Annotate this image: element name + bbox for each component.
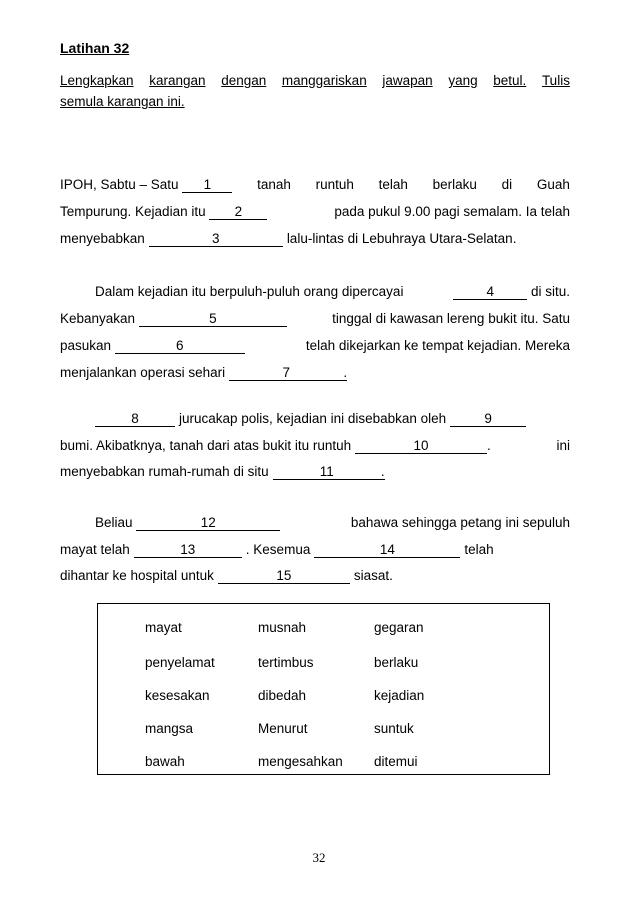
para1-line2: Tempurung. Kejadian itu 2 pada pukul 9.00 pagi semalam. Ia telah bbox=[60, 204, 570, 219]
para2-line3: pasukan 6 telah dikejarkan ke tempat kejadian. Mereka bbox=[60, 338, 570, 353]
para2-line1: Dalam kejadian itu berpuluh-puluh orang dipercayai 4 di situ. bbox=[95, 284, 570, 299]
para2-line2: Kebanyakan 5 tinggal di kawasan lereng bukit itu. Satu bbox=[60, 311, 570, 326]
para2-line4: menjalankan operasi sehari 7 . bbox=[60, 365, 348, 380]
answer-blank-14[interactable]: 14 bbox=[314, 543, 460, 558]
para1-line3: menyebabkan 3 lalu-lintas di Lebuhraya Utara-Selatan. bbox=[60, 231, 517, 246]
word-bank-item[interactable]: berlaku bbox=[374, 655, 419, 670]
para1-word: runtuh bbox=[315, 177, 354, 192]
para1-text: IPOH, Sabtu – Satu 1 bbox=[60, 177, 232, 193]
para3-line1: 8 jurucakap polis, kejadian ini disebabkan oleh 9 bbox=[95, 411, 570, 427]
para4-line2: mayat telah 13 . Kesemua 14 telah bbox=[60, 542, 494, 557]
para1-word: berlaku bbox=[432, 177, 477, 192]
para1-word: di bbox=[501, 177, 513, 192]
answer-blank-5[interactable]: 5 bbox=[139, 312, 287, 327]
word-bank-item[interactable]: penyelamat bbox=[145, 655, 215, 670]
para1-line1 bbox=[60, 177, 570, 193]
para1-word: tanah bbox=[257, 177, 291, 192]
answer-blank-4[interactable]: 4 bbox=[453, 285, 527, 300]
word-bank-item[interactable]: mengesahkan bbox=[258, 754, 343, 769]
answer-blank-11[interactable]: 11 . bbox=[273, 465, 385, 480]
word-bank-item[interactable]: Menurut bbox=[258, 721, 308, 736]
word-bank-item[interactable]: tertimbus bbox=[258, 655, 314, 670]
answer-blank-2[interactable]: 2 bbox=[209, 205, 267, 220]
answer-blank-1[interactable]: 1 bbox=[182, 178, 232, 193]
word-bank-item[interactable]: mayat bbox=[145, 620, 182, 635]
word-bank-box bbox=[97, 603, 550, 775]
instruction-line-1 bbox=[60, 73, 570, 88]
word-bank-item[interactable]: kesesakan bbox=[145, 688, 210, 703]
instruction-word: dengan bbox=[221, 73, 267, 88]
word-bank-item[interactable]: musnah bbox=[258, 620, 307, 635]
answer-blank-10[interactable]: 10 bbox=[355, 439, 487, 454]
instruction-word: manggariskan bbox=[281, 73, 367, 88]
answer-blank-7[interactable]: 7 . bbox=[229, 366, 347, 381]
para4-line1: Beliau 12 bahawa sehingga petang ini sepuluh bbox=[95, 515, 570, 530]
para1-word: telah bbox=[378, 177, 408, 192]
instruction-word: karangan bbox=[149, 73, 206, 88]
word-bank-item[interactable]: mangsa bbox=[145, 721, 194, 736]
page-number: 32 bbox=[312, 850, 326, 865]
answer-blank-3[interactable]: 3 bbox=[149, 232, 283, 247]
answer-blank-8[interactable]: 8 bbox=[95, 412, 175, 427]
instruction-word: Tulis bbox=[541, 73, 570, 88]
instruction-word: jawapan bbox=[382, 73, 433, 88]
answer-blank-15[interactable]: 15 bbox=[218, 569, 350, 584]
para3-line3: menyebabkan rumah-rumah di situ 11 . bbox=[60, 464, 385, 479]
instruction-word: betul. bbox=[493, 73, 527, 88]
exercise-title: Latihan 32 bbox=[60, 40, 130, 56]
instruction-word: yang bbox=[448, 73, 478, 88]
instruction-word: Lengkapkan bbox=[60, 73, 134, 88]
para1-word: Guah bbox=[536, 177, 570, 192]
answer-blank-12[interactable]: 12 bbox=[136, 516, 280, 531]
instruction-line-2: semula karangan ini. bbox=[60, 94, 185, 109]
word-bank-item[interactable]: ditemui bbox=[374, 754, 418, 769]
para3-line2: bumi. Akibatknya, tanah dari atas bukit itu runtuh 10 . ini bbox=[60, 438, 570, 453]
word-bank-item[interactable]: gegaran bbox=[374, 620, 424, 635]
answer-blank-13[interactable]: 13 bbox=[134, 543, 242, 558]
word-bank-item[interactable]: suntuk bbox=[374, 721, 414, 736]
answer-blank-6[interactable]: 6 bbox=[115, 339, 245, 354]
answer-blank-9[interactable]: 9 bbox=[450, 412, 526, 427]
para4-line3: dihantar ke hospital untuk 15 siasat. bbox=[60, 568, 393, 583]
word-bank-item[interactable]: dibedah bbox=[258, 688, 307, 703]
word-bank-item[interactable]: kejadian bbox=[374, 688, 425, 703]
word-bank-item[interactable]: bawah bbox=[145, 754, 185, 769]
